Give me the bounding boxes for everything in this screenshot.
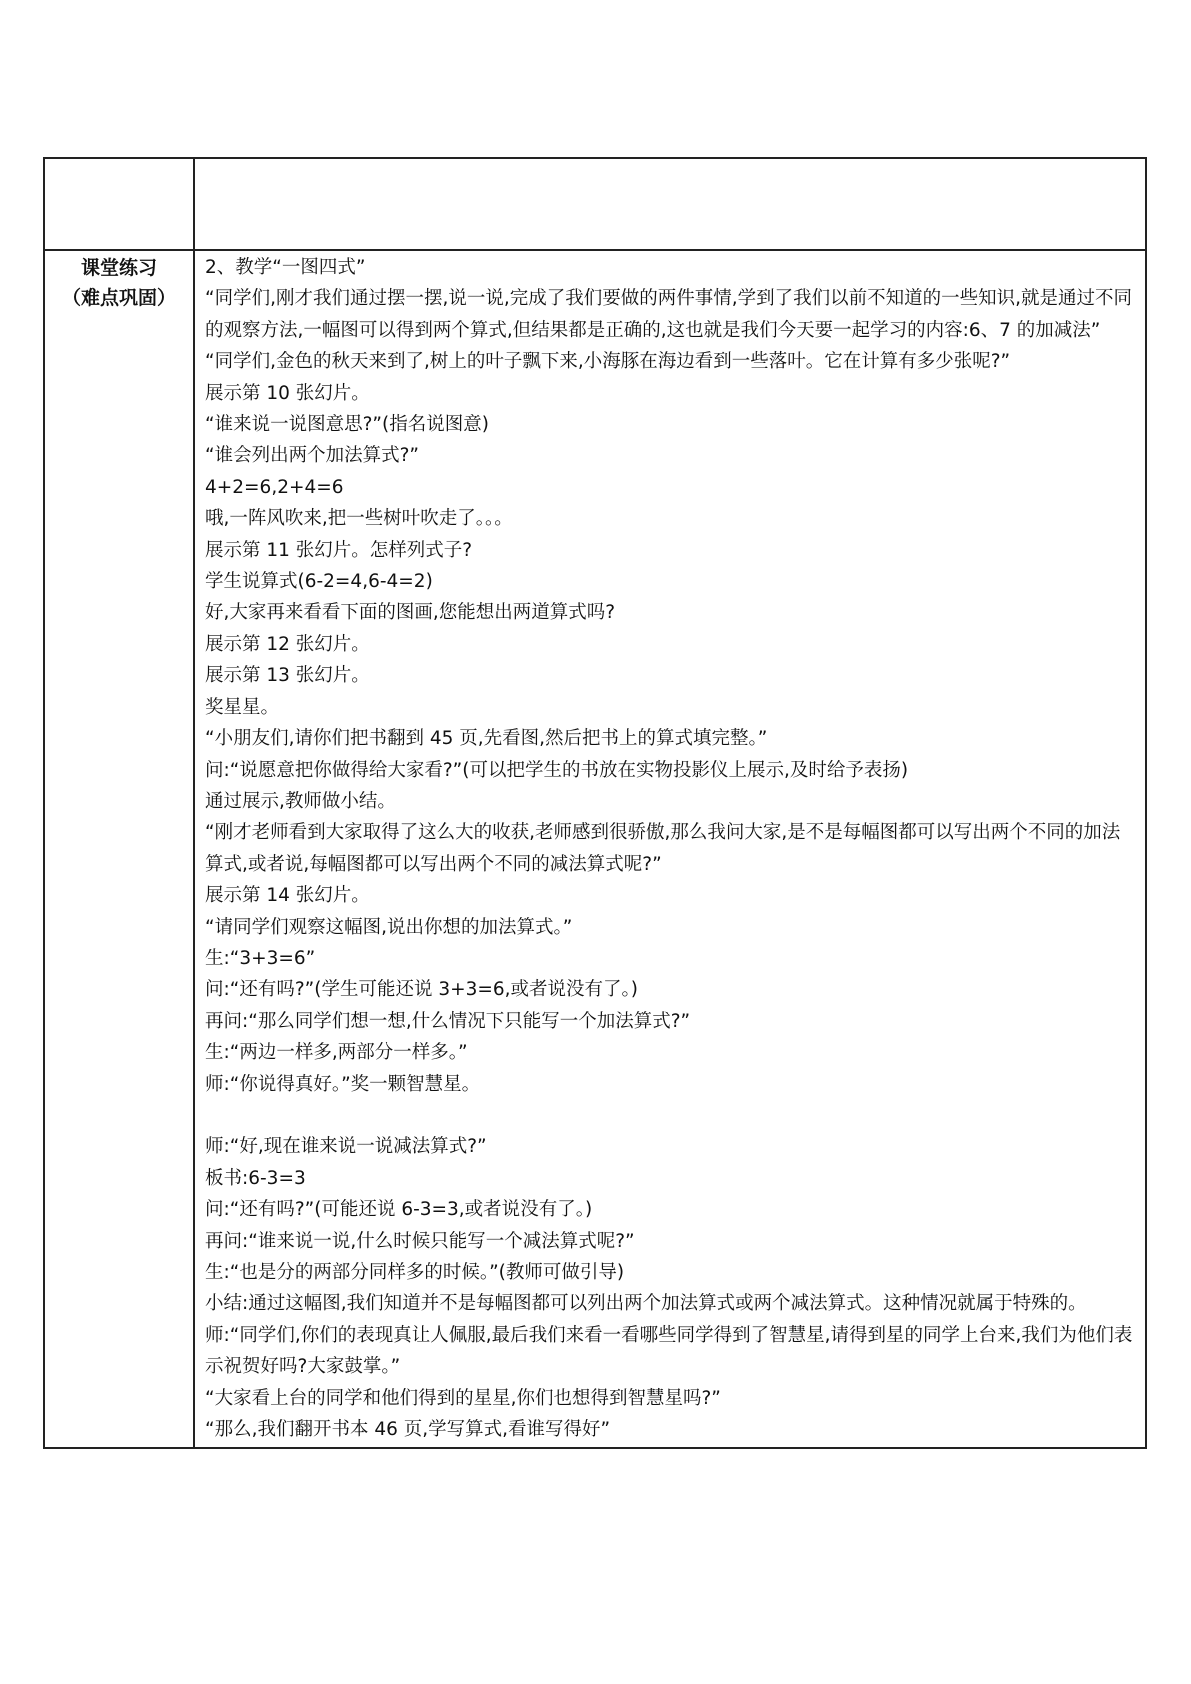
content-line: 问:“还有吗?”(可能还说 6-3=3,或者说没有了。) [205, 1199, 593, 1221]
top-left-cell [44, 158, 194, 250]
content-line: “那么,我们翻开书本 46 页,学写算式,看谁写得好” [205, 1419, 611, 1441]
content-line: 问:“还有吗?”(学生可能还说 3+3=6,或者说没有了。) [205, 979, 638, 1001]
section-label-subtitle: （难点巩固） [61, 287, 176, 309]
content-line: “刚才老师看到大家取得了这么大的收获,老师感到很骄傲,那么我问大家,是不是每幅图都可以写出两个不同的加法算式,或者说,每幅图都可以写出两个不同的减法算式呢?” [205, 822, 1121, 875]
content-line: 展示第 11 张幻片。怎样列式子? [205, 539, 473, 561]
top-right-cell [194, 158, 1146, 250]
content-line: 问:“说愿意把你做得给大家看?”(可以把学生的书放在实物投影仪上展示,及时给予表扬) [205, 759, 909, 781]
content-line: “请同学们观察这幅图,说出你想的加法算式。” [205, 916, 573, 938]
content-line: “小朋友们,请你们把书翻到 45 页,先看图,然后把书上的算式填完整。” [205, 728, 768, 750]
content-line: 4+2=6,2+4=6 [205, 476, 344, 498]
content-line: 生:“3+3=6” [205, 947, 316, 969]
content-line: 好,大家再来看看下面的图画,您能想出两道算式吗? [205, 602, 616, 624]
content-line: 再问:“那么同学们想一想,什么情况下只能写一个加法算式?” [205, 1010, 691, 1032]
section-label-cell [44, 250, 194, 1448]
content-line: 2、教学“一图四式” [205, 257, 366, 278]
content-line: 师:“你说得真好。”奖一颗智慧星。 [205, 1073, 481, 1095]
content-line: “同学们,刚才我们通过摆一摆,说一说,完成了我们要做的两件事情,学到了我们以前不知道的一些知识,就是通过不同的观察方法,一幅图可以得到两个算式,但结果都是正确的,这也就是我们今天要一起学习的内容:6、7 的加减法” [205, 288, 1132, 341]
content-line: 师:“同学们,你们的表现真让人佩服,最后我们来看一看哪些同学得到了智慧星,请得到星的同学上台来,我们为他们表示祝贺好吗?大家鼓掌。” [205, 1324, 1133, 1378]
content-line: “同学们,金色的秋天来到了,树上的叶子飘下来,小海豚在海边看到一些落叶。它在计算有多少张呢?” [205, 351, 1011, 373]
content-line: 奖星星。 [205, 696, 280, 718]
content-line: 展示第 14 张幻片。 [205, 885, 370, 907]
table-row-top [44, 158, 1146, 250]
content-line: 展示第 12 张幻片。 [205, 633, 370, 655]
section-content-cell [194, 250, 1146, 1448]
content-line: 展示第 10 张幻片。 [205, 382, 370, 404]
content-line: “大家看上台的同学和他们得到的星星,你们也想得到智慧星吗?” [205, 1387, 721, 1409]
content-line: 生:“也是分的两部分同样多的时候。”(教师可做引导) [205, 1261, 625, 1283]
content-line: “谁来说一说图意思?”(指名说图意) [205, 414, 489, 436]
content-line: 小结:通过这幅图,我们知道并不是每幅图都可以列出两个加法算式或两个减法算式。这种情况就属于特殊的。 [205, 1293, 1087, 1315]
table-row-practice [44, 250, 1146, 1448]
content-line: 通过展示,教师做小结。 [205, 790, 396, 812]
content-line: 板书:6-3=3 [205, 1167, 306, 1189]
content-line: 哦,一阵风吹来,把一些树叶吹走了。。。 [205, 508, 513, 530]
content-line: 再问:“谁来说一说,什么时候只能写一个减法算式呢?” [205, 1230, 635, 1252]
content-line: 生:“两边一样多,两部分一样多。” [205, 1042, 468, 1064]
content-line: “谁会列出两个加法算式?” [205, 445, 419, 467]
content-line: 学生说算式(6-2=4,6-4=2) [205, 571, 433, 593]
section-label-title: 课堂练习 [80, 257, 157, 279]
content-line: 展示第 13 张幻片。 [205, 665, 370, 687]
lesson-plan-table [43, 157, 1147, 1449]
blank-line [205, 1100, 1137, 1131]
content-line: 师:“好,现在谁来说一说减法算式?” [205, 1136, 487, 1158]
